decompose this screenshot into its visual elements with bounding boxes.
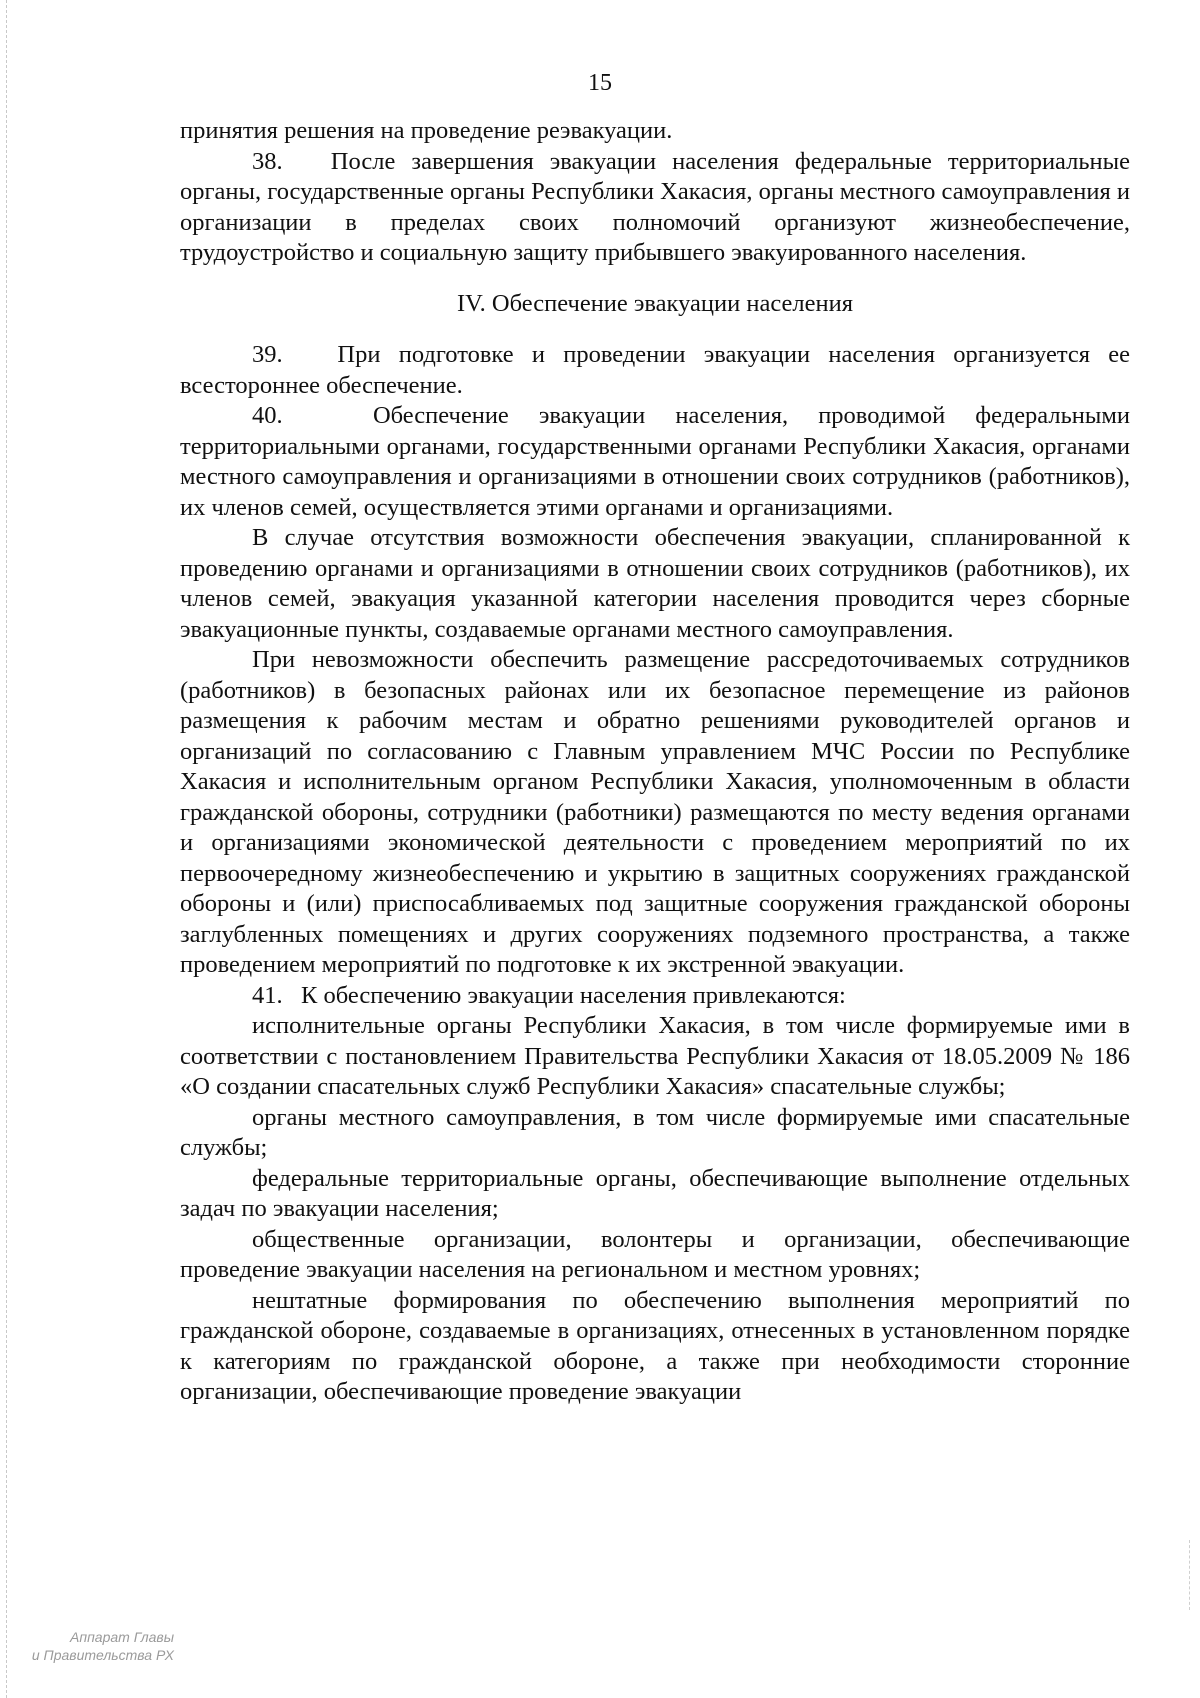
- paragraph: В случае отсутствия возможности обеспечения эвакуации, спланированной к проведению органами и организациями в отношении своих сотрудников (работников), их членов семей, эвакуация указанной категории населения проводится через сборные эвакуационные пункты, создаваемые органами местного самоуправления.: [180, 524, 1130, 643]
- office-stamp: [14, 1628, 174, 1664]
- paragraph: нештатные формирования по обеспечению выполнения мероприятий по гражданской обороне, создаваемые в организациях, отнесенных в установленном порядке к категориям по гражданской обороне, а также при необходимости сторонние организации, обеспечивающие проведение эвакуации: [180, 1286, 1130, 1405]
- scan-edge-mark: [1189, 1540, 1190, 1610]
- paragraph: исполнительные органы Республики Хакасия, в том числе формируемые ими в соответствии с постановлением Правительства Республики Хакасия от 18.05.2009 № 186 «О создании спасательных служб Республики Хакасия» спасательные службы;: [180, 1012, 1130, 1100]
- stamp-line: Аппарат Главы: [70, 1629, 174, 1645]
- paragraph: 41. К обеспечению эвакуации населения привлекаются:: [252, 981, 846, 1009]
- paragraph: федеральные территориальные органы, обеспечивающие выполнение отдельных задач по эвакуации населения;: [180, 1164, 1130, 1222]
- page-number: 15: [588, 70, 612, 96]
- paragraph: 40. Обеспечение эвакуации населения, проводимой федеральными территориальными органами, государственными органами Республики Хакасия, органами местного самоуправления и организациями в отношении своих сотрудников (работников), их членов семей, осуществляется этими органами и организациями.: [180, 402, 1130, 521]
- paragraphs-before-heading: [180, 116, 1130, 269]
- paragraph: общественные организации, волонтеры и организации, обеспечивающие проведение эвакуации населения на региональном и местном уровнях;: [180, 1225, 1130, 1283]
- paragraph: При невозможности обеспечить размещение рассредоточиваемых сотрудников (работников) в безопасных районах или их безопасное перемещение из районов размещения к рабочим местам и обратно решениями руководителей органов и организаций по согласованию с Главным управлением МЧС России по Республике Хакасия и исполнительным органом Республики Хакасия, уполномоченным в области гражданской обороны, сотрудники (работники) размещаются по месту ведения органами и организациями экономической деятельности с проведением мероприятий по их первоочередному жизнеобеспечению и укрытию в защитных сооружениях гражданской обороны и (или) приспосабливаемых под защитные сооружения гражданской обороны заглубленных помещениях и других сооружениях подземного пространства, а также проведением мероприятий по подготовке к их экстренной эвакуации.: [180, 646, 1130, 978]
- paragraph: 38. После завершения эвакуации населения федеральные территориальные органы, государственные органы Республики Хакасия, органы местного самоуправления и организации в пределах своих полномочий организуют жизнеобеспечение, трудоустройство и социальную защиту прибывшего эвакуированного населения.: [180, 147, 1130, 266]
- paragraph: 39. При подготовке и проведении эвакуации населения организуется ее всестороннее обеспечение.: [180, 341, 1130, 399]
- stamp-line: и Правительства РХ: [31, 1647, 174, 1663]
- scan-edge-line: [6, 0, 7, 1698]
- document-body: [180, 116, 1130, 1408]
- paragraphs-after-heading: [180, 340, 1130, 1408]
- section-heading: IV. Обеспечение эвакуации населения: [456, 289, 853, 317]
- paragraph: принятия решения на проведение реэвакуации.: [180, 117, 673, 144]
- paragraph: органы местного самоуправления, в том числе формируемые ими спасательные службы;: [180, 1103, 1130, 1161]
